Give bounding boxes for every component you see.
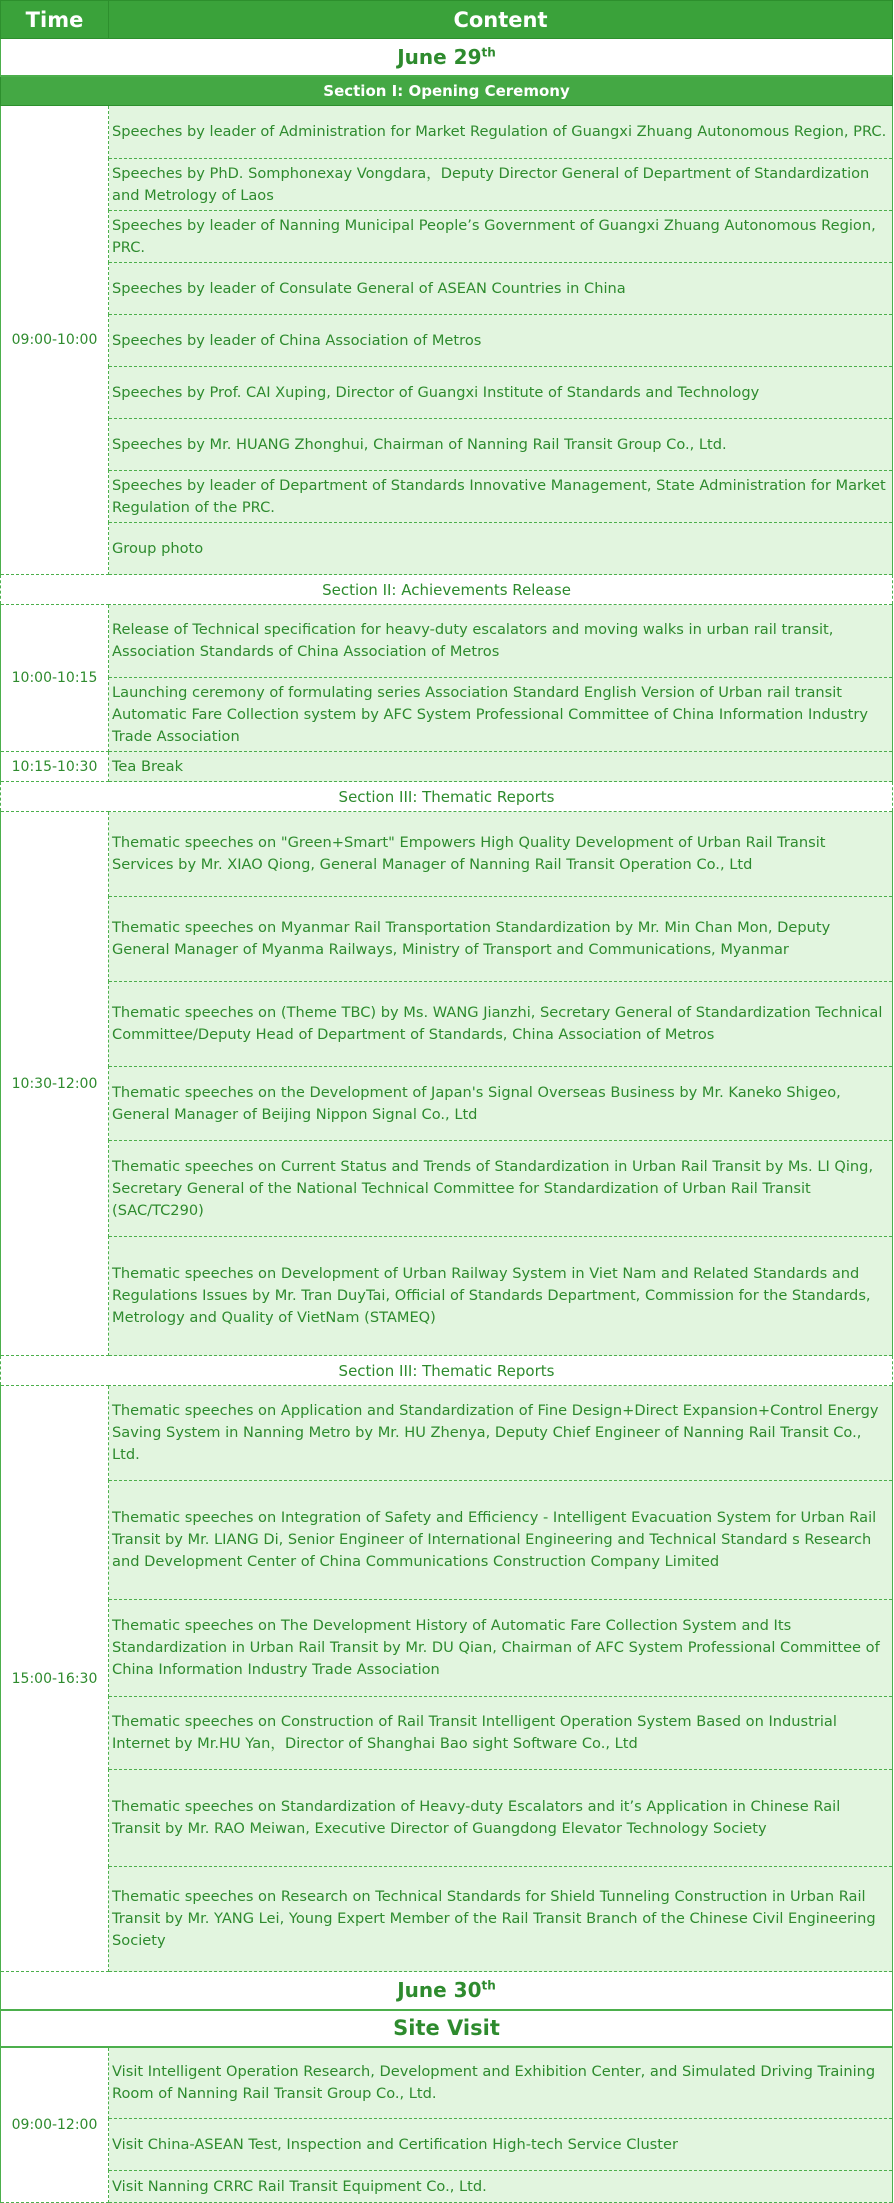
agenda-item: Thematic speeches on Construction of Rail Transit Intelligent Operation System Based on Industrial Internet by Mr.HU Yan，Director of Shanghai Bao sight Software Co., Ltd <box>109 1697 893 1770</box>
table-row <box>1 263 893 315</box>
table-row <box>1 523 893 575</box>
time-slot: 09:00-12:00 <box>1 2047 109 2203</box>
agenda-item: Thematic speeches on Myanmar Rail Transportation Standardization by Mr. Min Chan Mon, Deputy General Manager of Myanma Railways, Ministry of Transport and Communications, Myanmar <box>109 897 893 982</box>
day-row <box>1 39 893 76</box>
agenda-item: Thematic speeches on Integration of Safety and Efficiency - Intelligent Evacuation System for Urban Rail Transit by Mr. LIANG Di, Senior Engineer of International Engineering and Technical Standard s Research and Development Center of China Communications Construction Company Limited <box>109 1481 893 1600</box>
section-row <box>1 2010 893 2047</box>
table-row <box>1 2047 893 2119</box>
agenda-item: Thematic speeches on (Theme TBC) by Ms. WANG Jianzhi, Secretary General of Standardization Technical Committee/Deputy Head of Department of Standards, China Association of Metros <box>109 982 893 1067</box>
header-row <box>1 1 893 39</box>
section-heading-achievements: Section II: Achievements Release <box>1 575 893 605</box>
agenda-item: Speeches by leader of China Association of Metros <box>109 315 893 367</box>
time-slot: 10:30-12:00 <box>1 812 109 1356</box>
table-row <box>1 678 893 752</box>
table-row <box>1 897 893 982</box>
agenda-item: Thematic speeches on "Green+Smart" Empowers High Quality Development of Urban Rail Transit Services by Mr. XIAO Qiong, General Manager of Nanning Rail Transit Operation Co., Ltd <box>109 812 893 897</box>
time-column-header: Time <box>1 1 109 39</box>
table-row <box>1 1067 893 1141</box>
table-row <box>1 812 893 897</box>
agenda-item: Release of Technical specification for heavy-duty escalators and moving walks in urban rail transit, Association Standards of China Association of Metros <box>109 605 893 678</box>
agenda-item: Thematic speeches on Research on Technical Standards for Shield Tunneling Construction in Urban Rail Transit by Mr. YANG Lei, Young Expert Member of the Rail Transit Branch of the Chinese Civil Engineering Society <box>109 1867 893 1972</box>
content-column-header: Content <box>109 1 893 39</box>
table-row <box>1 1600 893 1697</box>
table-row <box>1 2171 893 2203</box>
table-row <box>1 752 893 782</box>
agenda-item: Speeches by leader of Nanning Municipal People’s Government of Guangxi Zhuang Autonomous Region, PRC. <box>109 211 893 263</box>
agenda-item: Group photo <box>109 523 893 575</box>
day-row <box>1 1972 893 2010</box>
table-row <box>1 1386 893 1481</box>
table-row <box>1 367 893 419</box>
section-row <box>1 575 893 605</box>
table-row <box>1 605 893 678</box>
agenda-item: Visit Intelligent Operation Research, Development and Exhibition Center, and Simulated Driving Training Room of Nanning Rail Transit Group Co., Ltd. <box>109 2047 893 2119</box>
table-row <box>1 1770 893 1867</box>
table-row <box>1 1697 893 1770</box>
time-slot: 10:00-10:15 <box>1 605 109 752</box>
section-row <box>1 76 893 106</box>
agenda-item: Speeches by leader of Consulate General of ASEAN Countries in China <box>109 263 893 315</box>
section-heading-thematic-reports: Section III: Thematic Reports <box>1 1356 893 1386</box>
agenda-item: Thematic speeches on Development of Urban Railway System in Viet Nam and Related Standards and Regulations Issues by Mr. Tran DuyTai, Official of Standards Department, Commission for the Standards, Metrology and Quality of VietNam (STAMEQ) <box>109 1237 893 1356</box>
agenda-item: Thematic speeches on the Development of Japan's Signal Overseas Business by Mr. Kaneko Shigeo, General Manager of Beijing Nippon Signal Co., Ltd <box>109 1067 893 1141</box>
table-row <box>1 2119 893 2171</box>
table-row <box>1 1141 893 1237</box>
agenda-item: Thematic speeches on Standardization of Heavy-duty Escalators and it’s Application in Chinese Rail Transit by Mr. RAO Meiwan, Executive Director of Guangdong Elevator Technology Society <box>109 1770 893 1867</box>
time-slot: 10:15-10:30 <box>1 752 109 782</box>
table-row <box>1 159 893 211</box>
table-row <box>1 211 893 263</box>
section-heading-thematic-reports: Section III: Thematic Reports <box>1 782 893 812</box>
agenda-item: Thematic speeches on Current Status and Trends of Standardization in Urban Rail Transit by Ms. LI Qing, Secretary General of the National Technical Committee for Standardization of Urban Rail Transit (SAC/TC290) <box>109 1141 893 1237</box>
table-row <box>1 106 893 159</box>
day-heading-june-30 <box>1 1972 893 2010</box>
table-row <box>1 1481 893 1600</box>
agenda-item: Speeches by leader of Department of Standards Innovative Management, State Administration for Market Regulation of the PRC. <box>109 471 893 523</box>
table-row <box>1 1867 893 1972</box>
table-row <box>1 1237 893 1356</box>
time-slot: 09:00-10:00 <box>1 106 109 575</box>
agenda-item: Tea Break <box>109 752 893 782</box>
time-slot: 15:00-16:30 <box>1 1386 109 1972</box>
agenda-item: Launching ceremony of formulating series Association Standard English Version of Urban rail transit Automatic Fare Collection system by AFC System Professional Committee of China Information Industry Trade Association <box>109 678 893 752</box>
site-visit-heading: Site Visit <box>1 2010 893 2047</box>
table-row <box>1 982 893 1067</box>
table-row <box>1 315 893 367</box>
agenda-item: Thematic speeches on Application and Standardization of Fine Design+Direct Expansion+Control Energy Saving System in Nanning Metro by Mr. HU Zhenya, Deputy Chief Engineer of Nanning Rail Transit Co., Ltd. <box>109 1386 893 1481</box>
day-label: June 29 <box>397 44 482 69</box>
day-heading-june-29 <box>1 39 893 76</box>
agenda-item: Thematic speeches on The Development History of Automatic Fare Collection System and Its Standardization in Urban Rail Transit by Mr. DU Qian, Chairman of AFC System Professional Committee of China Information Industry Trade Association <box>109 1600 893 1697</box>
agenda-item: Speeches by Prof. CAI Xuping, Director of Guangxi Institute of Standards and Technology <box>109 367 893 419</box>
agenda-item: Visit Nanning CRRC Rail Transit Equipment Co., Ltd. <box>109 2171 893 2203</box>
day-label: June 30 <box>397 1978 482 2003</box>
section-heading-opening: Section I: Opening Ceremony <box>1 76 893 106</box>
agenda-item: Visit China-ASEAN Test, Inspection and Certification High-tech Service Cluster <box>109 2119 893 2171</box>
section-row <box>1 1356 893 1386</box>
agenda-item: Speeches by PhD. Somphonexay Vongdara，Deputy Director General of Department of Standardization and Metrology of Laos <box>109 159 893 211</box>
section-row <box>1 782 893 812</box>
agenda-item: Speeches by leader of Administration for Market Regulation of Guangxi Zhuang Autonomous Region, PRC. <box>109 106 893 159</box>
table-row <box>1 471 893 523</box>
day-ordinal: th <box>481 1978 496 1993</box>
day-ordinal: th <box>481 45 496 60</box>
table-row <box>1 419 893 471</box>
agenda-item: Speeches by Mr. HUANG Zhonghui, Chairman of Nanning Rail Transit Group Co., Ltd. <box>109 419 893 471</box>
